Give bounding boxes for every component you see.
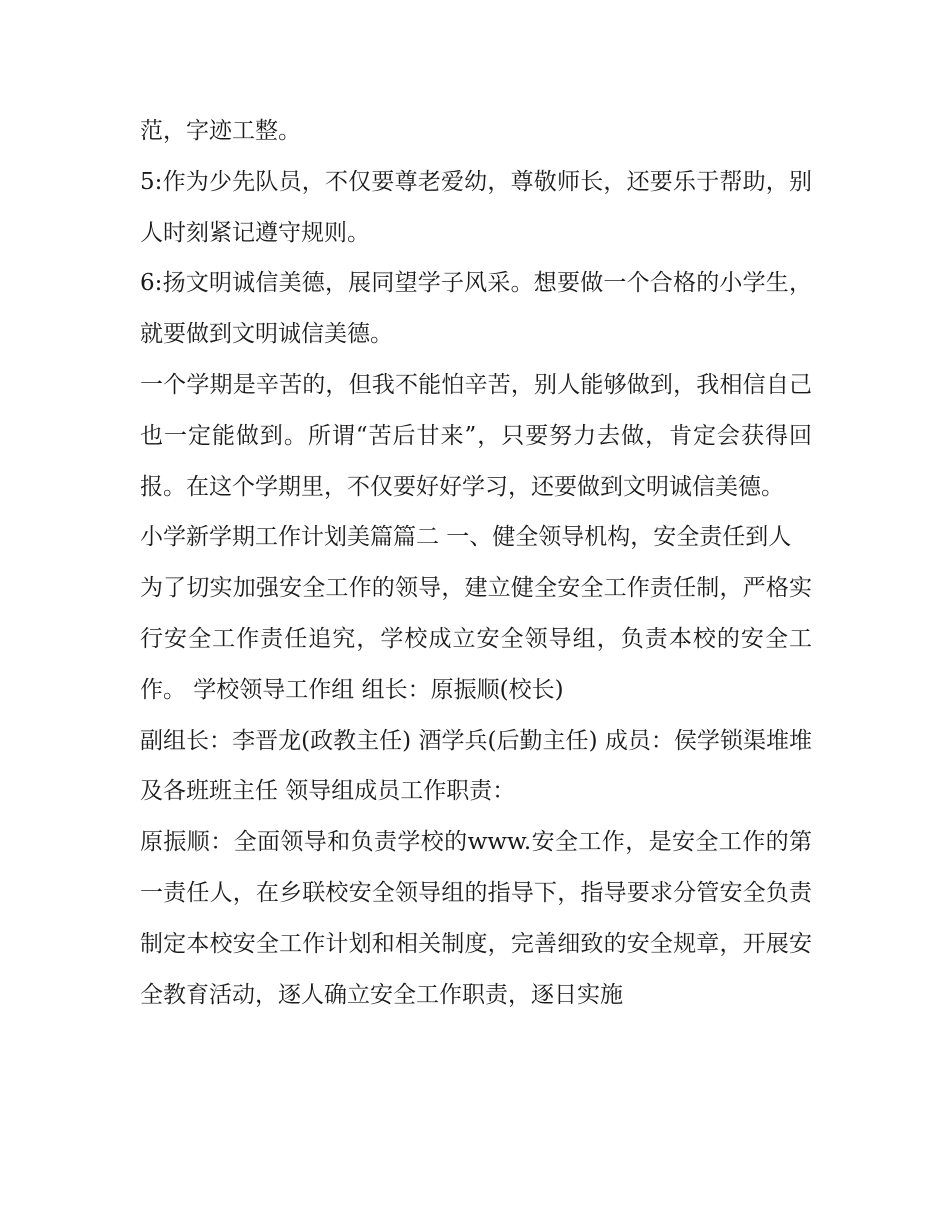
document-body bbox=[140, 106, 812, 1020]
paragraph-penmanship: 范，字迹工整。 bbox=[140, 118, 301, 144]
paragraph-safety-leadership: 为了切实加强安全工作的领导，建立健全安全工作责任制，严格实行安全工作责任追究，学校成立安全领导组，负责本校的安全工作。 学校领导工作组 组长：原振顺(校长) bbox=[140, 575, 812, 703]
section-heading-plan-two: 小学新学期工作计划美篇篇二 一、健全领导机构，安全责任到人 bbox=[140, 524, 792, 551]
paragraph-item-6: 6:扬文明诚信美德，展同望学子风采。想要做一个合格的小学生，就要做到文明诚信美德。 bbox=[140, 270, 812, 348]
paragraph-deputy-members: 副组长：李晋龙(政教主任) 酒学兵(后勤主任) 成员：侯学锁渠堆堆及各班班主任 领导组成员工作职责： bbox=[140, 727, 812, 805]
paragraph-principal-duties: 原振顺：全面领导和负责学校的www.安全工作，是安全工作的第一责任人，在乡联校安全领导组的指导下，指导要求分管安全负责制定本校安全工作计划和相关制度，完善细致的安全规章，开展安全教育活动，逐人确立安全工作职责，逐日实施 bbox=[140, 829, 812, 1008]
paragraph-item-5: 5:作为少先队员，不仅要尊老爱幼，尊敬师长，还要乐于帮助，别人时刻紧记遵守规则。 bbox=[140, 168, 812, 246]
paragraph-semester-reflection: 一个学期是辛苦的，但我不能怕辛苦，别人能够做到，我相信自己也一定能做到。所谓“苦后甘来”，只要努力去做，肯定会获得回报。在这个学期里，不仅要好好学习，还要做到文明诚信美德。 bbox=[140, 371, 812, 500]
